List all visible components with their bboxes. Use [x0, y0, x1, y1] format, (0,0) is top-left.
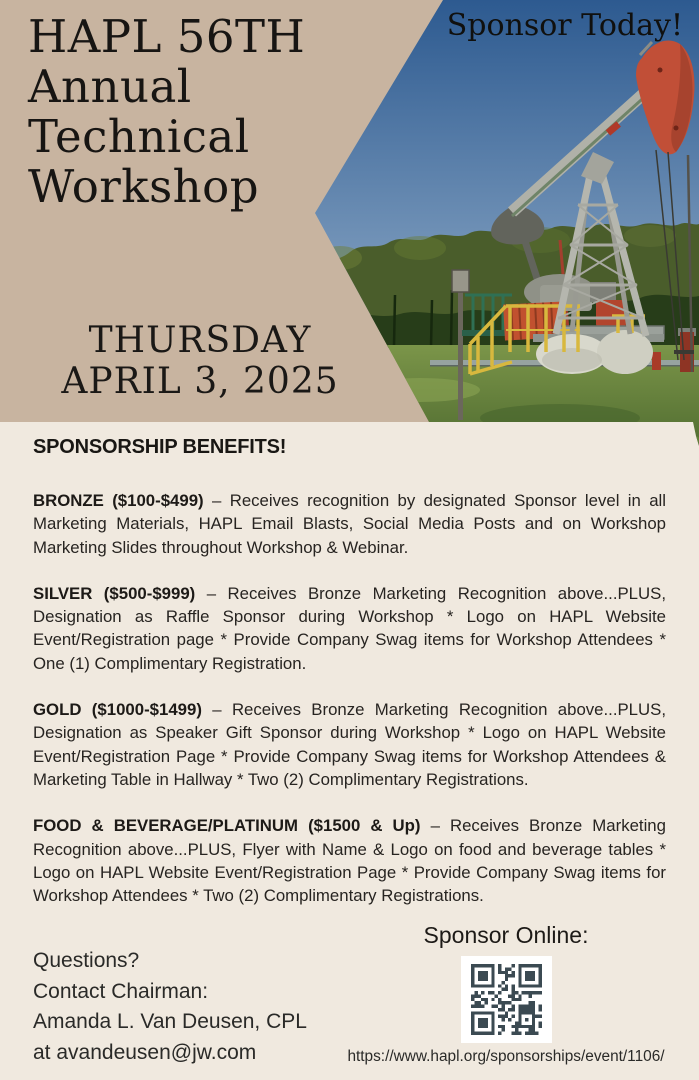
contact-line: Questions?	[33, 949, 140, 972]
contact-line: Amanda L. Van Deusen, CPL	[33, 1010, 307, 1033]
qr-code-box	[461, 956, 552, 1043]
page-title	[28, 12, 305, 212]
tier-silver	[33, 582, 666, 675]
contact-block	[33, 946, 307, 1068]
title-line: Technical	[28, 110, 250, 163]
event-date-day: THURSDAY	[88, 320, 312, 361]
sponsor-url: https://www.hapl.org/sponsorships/event/1106/	[347, 1048, 665, 1065]
title-line: Workshop	[28, 160, 260, 213]
tier-gold	[33, 698, 666, 791]
event-date	[15, 320, 385, 402]
tier-bronze	[33, 489, 666, 559]
sponsor-online-block	[336, 922, 676, 1066]
tier-description: Receives Bronze Marketing Recognition above...PLUS, Flyer with Name & Logo on food and beverage tables * Logo on HAPL Website Event/Registration Page * Provide Company Swag items for Workshop Attendees * Two (2) Complimentary Registrations.	[33, 816, 666, 906]
tier-description: Receives Bronze Marketing Recognition above...PLUS, Designation as Speaker Gift Sponsor during Workshop * Logo on HAPL Website Event/Registration Page * Provide Company Swag items for Workshop Attendees & Marketing Table in Hallway * Two (2) Complimentary Registrations.	[33, 700, 666, 789]
qr-code-icon	[471, 964, 542, 1035]
title-line: Annual	[28, 60, 192, 113]
title-line: HAPL 56TH	[28, 10, 306, 63]
tier-dash: –	[430, 816, 440, 836]
contact-line: Contact Chairman:	[33, 979, 209, 1003]
benefits-heading: SPONSORSHIP BENEFITS!	[33, 436, 287, 458]
tier-name: BRONZE ($100-$499)	[33, 491, 204, 510]
contact-line: at avandeusen@jw.com	[33, 1040, 257, 1064]
tier-dash: –	[206, 583, 217, 603]
tier-name: FOOD & BEVERAGE/PLATINUM ($1500 & Up)	[33, 816, 421, 836]
tier-description: Receives recognition by designated Sponsor level in all Marketing Materials, HAPL Email Blasts, Social Media Posts and on Workshop Marketing Slides throughout Workshop & Webinar.	[33, 491, 666, 557]
tier-food-beverage-platinum	[33, 814, 666, 907]
tier-name: SILVER ($500-$999)	[33, 583, 196, 603]
tier-description: Receives Bronze Marketing Recognition above...PLUS, Designation as Raffle Sponsor during Workshop * Logo on HAPL Website Event/Registration page * Provide Company Swag items for Workshop Attendees * One (1) Complimentary Registration.	[33, 583, 666, 673]
sponsor-online-label: Sponsor Online:	[423, 922, 589, 948]
tier-dash: –	[212, 491, 222, 510]
tier-name: GOLD ($1000-$1499)	[33, 700, 202, 720]
tier-dash: –	[212, 700, 222, 720]
event-date-full: APRIL 3, 2025	[61, 361, 339, 402]
sponsor-today-headline: Sponsor Today!	[446, 8, 683, 43]
